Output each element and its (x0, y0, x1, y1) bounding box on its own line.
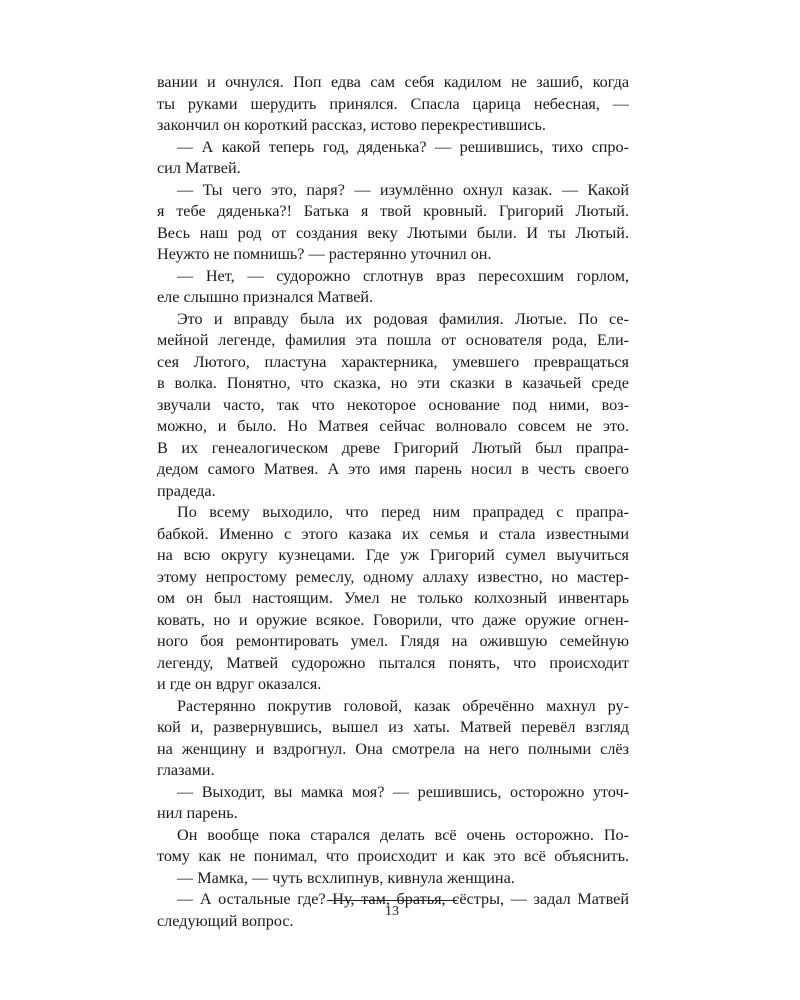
footer-rule (327, 900, 457, 901)
text-line: закончил он короткий рассказ, истово перекрестившись. (157, 116, 546, 134)
text-line: — Нет, — судорожно сглотнув враз пересохшим горлом, (177, 266, 629, 285)
text-line: ного боя ремонтировать умел. Глядя на ожившую семейную (157, 632, 629, 650)
text-line: — Выходит, вы мамка моя? — решившись, осторожно уточ- (177, 782, 629, 801)
text-line: — Ты чего это, паря? — изумлённо охнул казак. — Какой (177, 180, 629, 199)
text-line: ом он был настоящим. Умел не только колхозный инвентарь (157, 589, 629, 607)
text-line: ты руками шерудить принялся. Спасла царица небесная, — (157, 94, 629, 113)
text-line: нил парень. (157, 804, 238, 822)
text-line: легенду, Матвей судорожно пытался понять, что происходит (157, 653, 629, 672)
text-line: и где он вдруг оказался. (157, 675, 322, 693)
text-line: бабкой. Именно с этого казака их семья и стала известными (157, 524, 629, 543)
text-line: В их генеалогическом древе Григорий Лютый был прапра- (157, 438, 629, 457)
text-line: Неужто не помнишь? — растерянно уточнил он. (157, 245, 492, 263)
text-line: сея Лютого, пластуна характерника, умевшего превращаться (157, 352, 629, 371)
text-line: звучали часто, так что некоторое основание под ними, воз- (157, 395, 629, 414)
text-line: тому как не понимал, что происходит и как это всё объяснить. (157, 847, 629, 865)
text-line: я тебе дяденька?! Батька я твой кровный. Григорий Лютый. (157, 202, 629, 220)
book-page-text (157, 72, 629, 932)
text-line: следующий вопрос. (157, 911, 294, 930)
text-line: По всему выходило, что перед ним прапрадед с прапра- (177, 503, 629, 521)
text-line: глазами. (157, 761, 215, 779)
text-line: на всю округу кузнецами. Где уж Григорий сумел выучиться (157, 546, 629, 564)
text-line: в волка. Понятно, что сказка, но эти сказки в казачьей среде (157, 374, 629, 392)
text-line: ковать, но и оружие всякое. Говорили, что даже оружие огнен- (157, 610, 629, 629)
text-line: дедом самого Матвея. А это имя парень носил в честь своего (157, 460, 629, 478)
text-line: — А какой теперь год, дяденька? — решившись, тихо спро- (177, 137, 629, 156)
text-line: сил Матвей. (157, 159, 241, 177)
page-number: 13 (385, 904, 399, 919)
text-line: прадеда. (157, 481, 216, 500)
text-line: — Мамка, — чуть всхлипнув, кивнула женщина. (177, 868, 515, 887)
text-line: на женщину и вздрогнул. Она смотрела на него полными слёз (157, 739, 629, 758)
text-line: мейной легенде, фамилия эта пошла от основателя рода, Ели- (157, 331, 629, 349)
text-line: этому непростому ремеслу, одному аллаху известно, но мастер- (157, 567, 629, 586)
text-line: кой и, развернувшись, вышел из хаты. Матвей перевёл взгляд (157, 718, 629, 736)
text-line: можно, и было. Но Матвея сейчас волновало совсем не это. (157, 417, 629, 435)
text-line: Он вообще пока старался делать всё очень осторожно. По- (177, 825, 629, 844)
text-line: еле слышно признался Матвей. (157, 288, 374, 306)
text-line: — А остальные где? Ну, там, братья, сёстры, — задал Матвей (177, 890, 629, 908)
text-line: Это и вправду была их родовая фамилия. Лютые. По се- (177, 309, 629, 328)
text-line: Весь наш род от создания веку Лютыми были. И ты Лютый. (157, 223, 629, 242)
text-line: вании и очнулся. Поп едва сам себя кадилом не зашиб, когда (157, 73, 629, 91)
text-line: Растерянно покрутив головой, казак обречённо махнул ру- (177, 696, 629, 715)
